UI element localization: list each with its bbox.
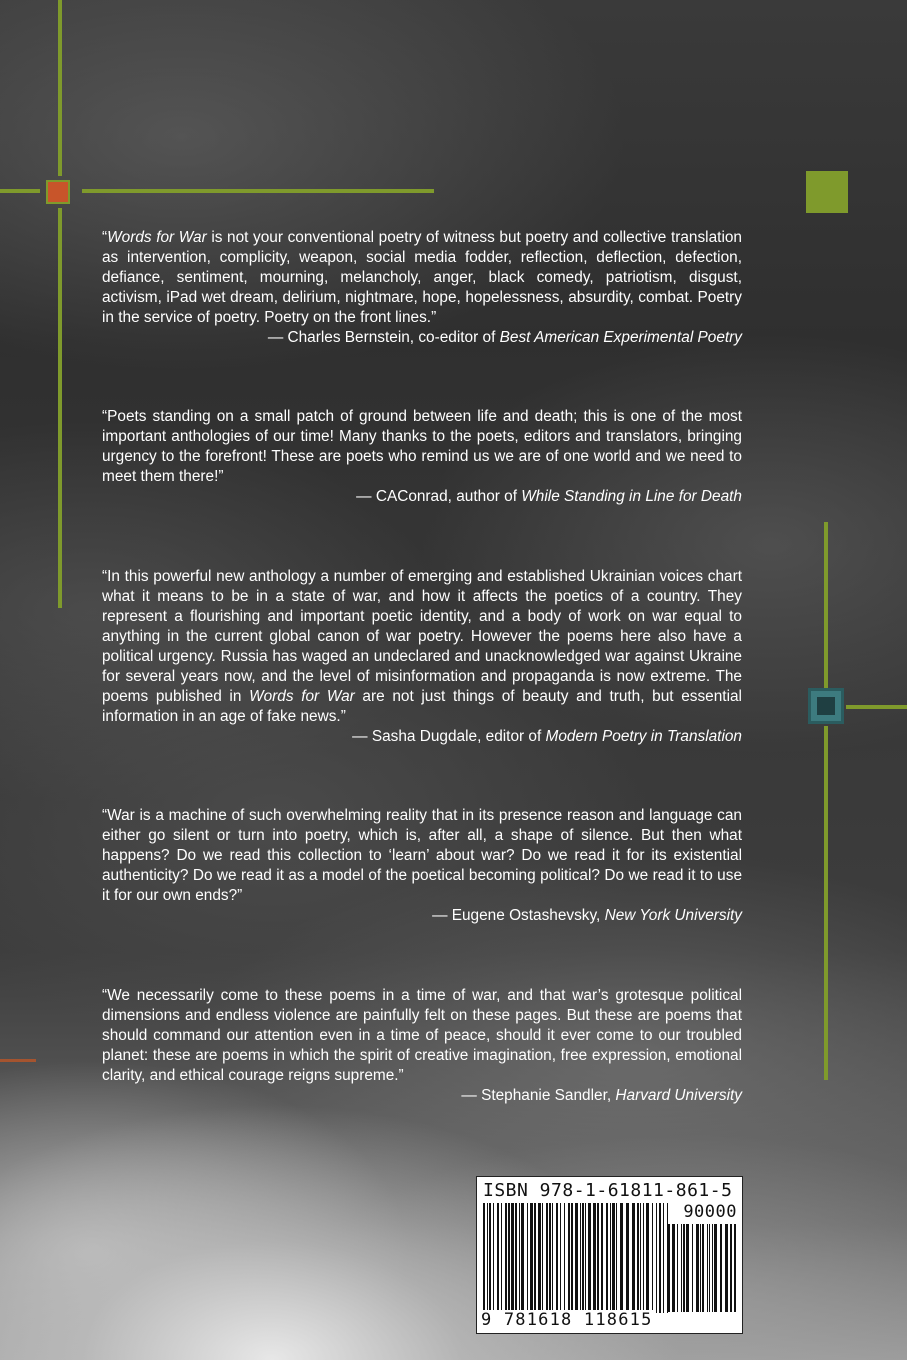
barcode-bar <box>725 1224 728 1312</box>
crosshair-line-vertical-right-upper <box>824 522 828 688</box>
crosshair-line-vertical-left-lower <box>58 208 62 608</box>
quote-attribution: — Sasha Dugdale, editor of Modern Poetry in Translation <box>352 728 742 745</box>
quote-text: “In this powerful new anthology a number of emerging and established Ukrainian voices chart what it means to be in a state of war, and how it affects the poetics of a country. They represent a flourishing and important poetic identity, and a body of work on war equal to anything in the current global canon of war poetry. However the poems here also have a political urgency. Russia has waged an undeclared and unacknowledged war against Ukraine for several years now, and the level of misinformation and propaganda is now extreme. The poems published in Words for War are not just things of beauty and truth, but essential information in an age of fake news.” <box>102 568 742 725</box>
barcode-bar <box>702 1224 704 1312</box>
barcode-bar <box>672 1224 675 1312</box>
barcode-bar <box>667 1224 670 1312</box>
barcode-bar <box>659 1203 661 1313</box>
barcode-bar <box>640 1203 641 1313</box>
barcode-bar <box>530 1203 533 1313</box>
barcode-bar <box>683 1224 685 1312</box>
quote-attribution: — Eugene Ostashevsky, New York University <box>432 907 742 924</box>
barcode-bar <box>560 1203 561 1313</box>
barcode-bar <box>686 1224 689 1312</box>
crosshair-line-horizontal-right <box>846 705 907 709</box>
barcode-bar <box>692 1224 693 1312</box>
barcode-bar <box>487 1203 488 1313</box>
barcode-bar <box>663 1203 664 1313</box>
barcode-bar <box>511 1203 514 1313</box>
barcode-bar <box>582 1203 584 1313</box>
book-title: Words for War <box>249 688 355 705</box>
barcode-bar <box>700 1224 701 1312</box>
quote-text: “We necessarily come to these poems in a time of war, and that war’s grotesque political dimensions and endless violence are painfully felt on these pages. But these are poems that should command our attention even in a time of peace, should it ever come to our troubled planet: these are poems in which the spirit of creative imagination, free expression, emotional clarity, and ethical courage reigns supreme.” <box>102 987 742 1084</box>
crosshair-line-horizontal-top <box>82 189 434 193</box>
barcode-bar <box>568 1203 570 1313</box>
book-title: Words for War <box>107 229 207 246</box>
crosshair-square-orange <box>46 180 70 204</box>
barcode-bar <box>546 1203 548 1313</box>
crosshair-line-horizontal-top-left <box>0 189 40 193</box>
isbn-barcode <box>476 1176 743 1334</box>
barcode-bar <box>597 1203 599 1313</box>
quote-block-5 <box>102 986 742 1106</box>
crosshair-line-vertical-left <box>58 0 62 176</box>
barcode-bar <box>730 1224 732 1312</box>
quote-block-2 <box>102 407 742 507</box>
barcode-bar <box>720 1224 722 1312</box>
barcode-bar <box>575 1203 578 1313</box>
barcode-bar <box>538 1203 541 1313</box>
quote-text: “Words for War is not your conventional poetry of witness but poetry and collective translation as intervention, complicity, weapon, social media fodder, reflection, deflection, defection, defiance, sentiment, mourning, melancholy, anger, black comedy, patriotism, disgust, activism, iPad wet dream, delirium, nightmare, hope, hopelessness, absurdity, combat. Poetry in the service of poetry. Poetry on the front lines.” <box>102 229 742 326</box>
barcode-bars <box>483 1203 668 1313</box>
price-code: 90000 <box>683 1202 737 1222</box>
barcode-bar <box>564 1203 565 1313</box>
barcode-bar <box>626 1203 629 1313</box>
crosshair-square-teal-inner <box>817 697 835 715</box>
barcode-bar <box>519 1203 520 1313</box>
barcode-bar <box>632 1203 635 1313</box>
barcode-bar <box>681 1224 682 1312</box>
quote-block-3 <box>102 567 742 747</box>
barcode-bar <box>652 1203 653 1313</box>
quote-block-1 <box>102 228 742 348</box>
barcode-bar <box>643 1203 644 1313</box>
price-barcode-bars <box>667 1224 737 1312</box>
barcode-bar <box>552 1203 553 1313</box>
barcode-bar <box>593 1203 596 1313</box>
barcode-bar <box>612 1203 615 1313</box>
barcode-bar <box>656 1203 657 1313</box>
quote-block-4 <box>102 806 742 926</box>
accent-line-orange <box>0 1059 36 1062</box>
barcode-bar <box>677 1224 678 1312</box>
quote-attribution: — CAConrad, author of While Standing in Line for Death <box>356 488 742 505</box>
barcode-bar <box>616 1203 617 1313</box>
barcode-bar <box>521 1203 524 1313</box>
barcode-bar <box>549 1203 551 1313</box>
barcode-bar <box>637 1203 639 1313</box>
quote-attribution: — Charles Bernstein, co-editor of Best American Experimental Poetry <box>267 329 742 346</box>
barcode-bar <box>601 1203 603 1313</box>
green-square-block <box>806 171 848 213</box>
ean-digits: 9 781618 118615 <box>481 1310 653 1330</box>
quote-attribution: — Stephanie Sandler, Harvard University <box>461 1087 742 1104</box>
barcode-bar <box>606 1203 608 1313</box>
barcode-bar <box>646 1203 649 1313</box>
barcode-bar <box>588 1203 591 1313</box>
barcode-bar <box>734 1224 736 1312</box>
quote-text: “War is a machine of such overwhelming reality that in its presence reason and language can either go silent or turn into poetry, which is, after all, a shape of silence. But then what happens? Do we read this collection to ‘learn’ about war? Do we read it for its existential authenticity? Do we read it as a model of the poetical becoming political? Do we read it to use it for our own ends?” <box>102 807 742 904</box>
barcode-bar <box>493 1203 494 1313</box>
barcode-bar <box>534 1203 536 1313</box>
barcode-bar <box>620 1203 623 1313</box>
barcode-bar <box>696 1224 699 1312</box>
barcode-bar <box>527 1203 528 1313</box>
barcode-bar <box>556 1203 558 1313</box>
quote-text: “Poets standing on a small patch of ground between life and death; this is one of the most important anthologies of our time! Many thanks to the poets, editors and translators, bringing urgency to the forefront! These are poets who remind us we are of one world and we need to meet them there!” <box>102 408 742 485</box>
barcode-bar <box>542 1203 543 1313</box>
barcode-bar <box>712 1224 713 1312</box>
barcode-bar <box>508 1203 510 1313</box>
barcode-bar <box>709 1224 710 1312</box>
barcode-bar <box>580 1203 581 1313</box>
crosshair-line-vertical-right-lower <box>824 726 828 1080</box>
barcode-bar <box>489 1203 491 1313</box>
barcode-bar <box>483 1203 485 1313</box>
barcode-bar <box>610 1203 611 1313</box>
barcode-bar <box>497 1203 499 1313</box>
barcode-bar <box>571 1203 573 1313</box>
isbn-label: ISBN 978-1-61811-861-5 <box>483 1180 733 1201</box>
barcode-bar <box>707 1224 708 1312</box>
barcode-bar <box>505 1203 507 1313</box>
barcode-bar <box>714 1224 717 1312</box>
barcode-bar <box>585 1203 586 1313</box>
barcode-bar <box>515 1203 517 1313</box>
barcode-bar <box>501 1203 502 1313</box>
